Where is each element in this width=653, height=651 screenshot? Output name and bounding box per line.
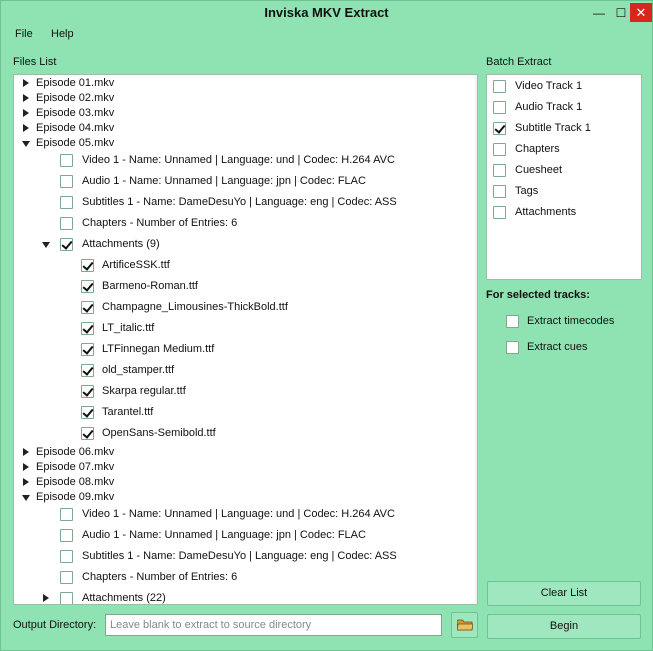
attachment-checkbox[interactable] [81, 322, 94, 335]
batch-label-video: Video Track 1 [515, 80, 583, 92]
collapse-icon[interactable] [22, 495, 30, 501]
tree-item-attachment[interactable]: Skarpa regular.ttf [102, 385, 186, 397]
tree-item-episode-09[interactable]: Episode 09.mkv [36, 491, 115, 503]
batch-label-attachments: Attachments [515, 206, 577, 218]
vertical-scrollbar[interactable] [475, 76, 478, 605]
tree-item-episode-07[interactable]: Episode 07.mkv [36, 461, 115, 473]
tree-item-attachment[interactable]: LT_italic.ttf [102, 322, 155, 334]
tree-item-chapters[interactable]: Chapters - Number of Entries: 6 [82, 571, 238, 583]
output-directory-input[interactable] [105, 614, 442, 636]
tree-item-attachments[interactable]: Attachments (9) [82, 238, 160, 250]
attachment-checkbox[interactable] [81, 259, 94, 272]
browse-folder-button[interactable] [451, 612, 478, 638]
attachment-checkbox[interactable] [81, 385, 94, 398]
batch-checkbox-cuesheet[interactable] [493, 164, 506, 177]
collapse-icon[interactable] [42, 242, 50, 248]
collapse-icon[interactable] [22, 141, 30, 147]
files-list-tree[interactable] [13, 74, 478, 605]
track-checkbox[interactable] [60, 217, 73, 230]
batch-label-subtitle: Subtitle Track 1 [515, 122, 591, 134]
minimize-icon: — [593, 5, 605, 20]
attachment-checkbox[interactable] [81, 427, 94, 440]
tree-item-video-track[interactable]: Video 1 - Name: Unnamed | Language: und | Codec: H.264 AVC [82, 154, 395, 166]
minimize-button[interactable] [588, 3, 610, 22]
tree-item-attachment[interactable]: ArtificeSSK.ttf [102, 259, 170, 271]
tree-item-subtitles-track[interactable]: Subtitles 1 - Name: DameDesuYo | Language: eng | Codec: ASS [82, 550, 397, 562]
output-directory-label: Output Directory: [13, 619, 97, 631]
expand-icon[interactable] [23, 448, 29, 456]
tree-item-attachment[interactable]: Tarantel.ttf [102, 406, 154, 418]
tree-item-attachment[interactable]: Barmeno-Roman.ttf [102, 280, 198, 292]
attachment-checkbox[interactable] [81, 301, 94, 314]
clear-list-button[interactable]: Clear List [487, 581, 641, 606]
attachments-checkbox[interactable] [60, 238, 73, 251]
track-checkbox[interactable] [60, 154, 73, 167]
files-list-label: Files List [13, 56, 57, 68]
window-title: Inviska MKV Extract [264, 5, 389, 20]
batch-extract-list [486, 74, 642, 280]
tree-item-attachment[interactable]: old_stamper.ttf [102, 364, 175, 376]
track-checkbox[interactable] [60, 175, 73, 188]
folder-icon [457, 619, 473, 631]
maximize-icon: ☐ [615, 5, 627, 20]
extract-cues-checkbox[interactable] [506, 341, 519, 354]
attachment-checkbox[interactable] [81, 364, 94, 377]
title-bar [1, 1, 652, 24]
batch-checkbox-chapters[interactable] [493, 143, 506, 156]
menu-help[interactable]: Help [51, 28, 74, 40]
track-checkbox[interactable] [60, 550, 73, 563]
tree-item-episode-02[interactable]: Episode 02.mkv [36, 92, 115, 104]
expand-icon[interactable] [43, 594, 49, 602]
tree-item-episode-01[interactable]: Episode 01.mkv [36, 77, 115, 89]
attachment-checkbox[interactable] [81, 406, 94, 419]
tree-item-audio-track[interactable]: Audio 1 - Name: Unnamed | Language: jpn | Codec: FLAC [82, 529, 366, 541]
expand-icon[interactable] [23, 463, 29, 471]
close-icon: ✕ [635, 4, 647, 20]
tree-item-attachment[interactable]: LTFinnegan Medium.ttf [102, 343, 215, 355]
tree-item-episode-08[interactable]: Episode 08.mkv [36, 476, 115, 488]
batch-checkbox-attachments[interactable] [493, 206, 506, 219]
batch-checkbox-tags[interactable] [493, 185, 506, 198]
tree-item-audio-track[interactable]: Audio 1 - Name: Unnamed | Language: jpn | Codec: FLAC [82, 175, 366, 187]
track-checkbox[interactable] [60, 196, 73, 209]
expand-icon[interactable] [23, 124, 29, 132]
attachment-checkbox[interactable] [81, 343, 94, 356]
selected-tracks-label: For selected tracks: [486, 289, 590, 301]
expand-icon[interactable] [23, 94, 29, 102]
batch-label-cuesheet: Cuesheet [515, 164, 563, 176]
tree-item-attachment[interactable]: Champagne_Limousines-ThickBold.ttf [102, 301, 288, 313]
tree-item-episode-04[interactable]: Episode 04.mkv [36, 122, 115, 134]
tree-item-episode-05[interactable]: Episode 05.mkv [36, 137, 115, 149]
tree-item-chapters[interactable]: Chapters - Number of Entries: 6 [82, 217, 238, 229]
batch-label-chapters: Chapters [515, 143, 560, 155]
tree-item-attachment[interactable]: OpenSans-Semibold.ttf [102, 427, 216, 439]
menu-file[interactable]: File [15, 28, 33, 40]
attachments-checkbox[interactable] [60, 592, 73, 605]
extract-timecodes-checkbox[interactable] [506, 315, 519, 328]
batch-label-audio: Audio Track 1 [515, 101, 583, 113]
tree-item-subtitles-track[interactable]: Subtitles 1 - Name: DameDesuYo | Language: eng | Codec: ASS [82, 196, 397, 208]
batch-extract-label: Batch Extract [486, 56, 552, 68]
attachment-checkbox[interactable] [81, 280, 94, 293]
track-checkbox[interactable] [60, 529, 73, 542]
close-button[interactable] [630, 3, 652, 22]
tree-item-attachments[interactable]: Attachments (22) [82, 592, 166, 604]
begin-button[interactable]: Begin [487, 614, 641, 639]
extract-cues-label: Extract cues [527, 341, 588, 353]
batch-label-tags: Tags [515, 185, 539, 197]
track-checkbox[interactable] [60, 571, 73, 584]
batch-checkbox-subtitle[interactable] [493, 122, 506, 135]
batch-checkbox-audio[interactable] [493, 101, 506, 114]
batch-checkbox-video[interactable] [493, 80, 506, 93]
expand-icon[interactable] [23, 478, 29, 486]
track-checkbox[interactable] [60, 508, 73, 521]
maximize-button[interactable] [610, 3, 632, 22]
tree-item-video-track[interactable]: Video 1 - Name: Unnamed | Language: und | Codec: H.264 AVC [82, 508, 395, 520]
expand-icon[interactable] [23, 109, 29, 117]
extract-timecodes-label: Extract timecodes [527, 315, 615, 327]
tree-item-episode-03[interactable]: Episode 03.mkv [36, 107, 115, 119]
expand-icon[interactable] [23, 79, 29, 87]
tree-item-episode-06[interactable]: Episode 06.mkv [36, 446, 115, 458]
